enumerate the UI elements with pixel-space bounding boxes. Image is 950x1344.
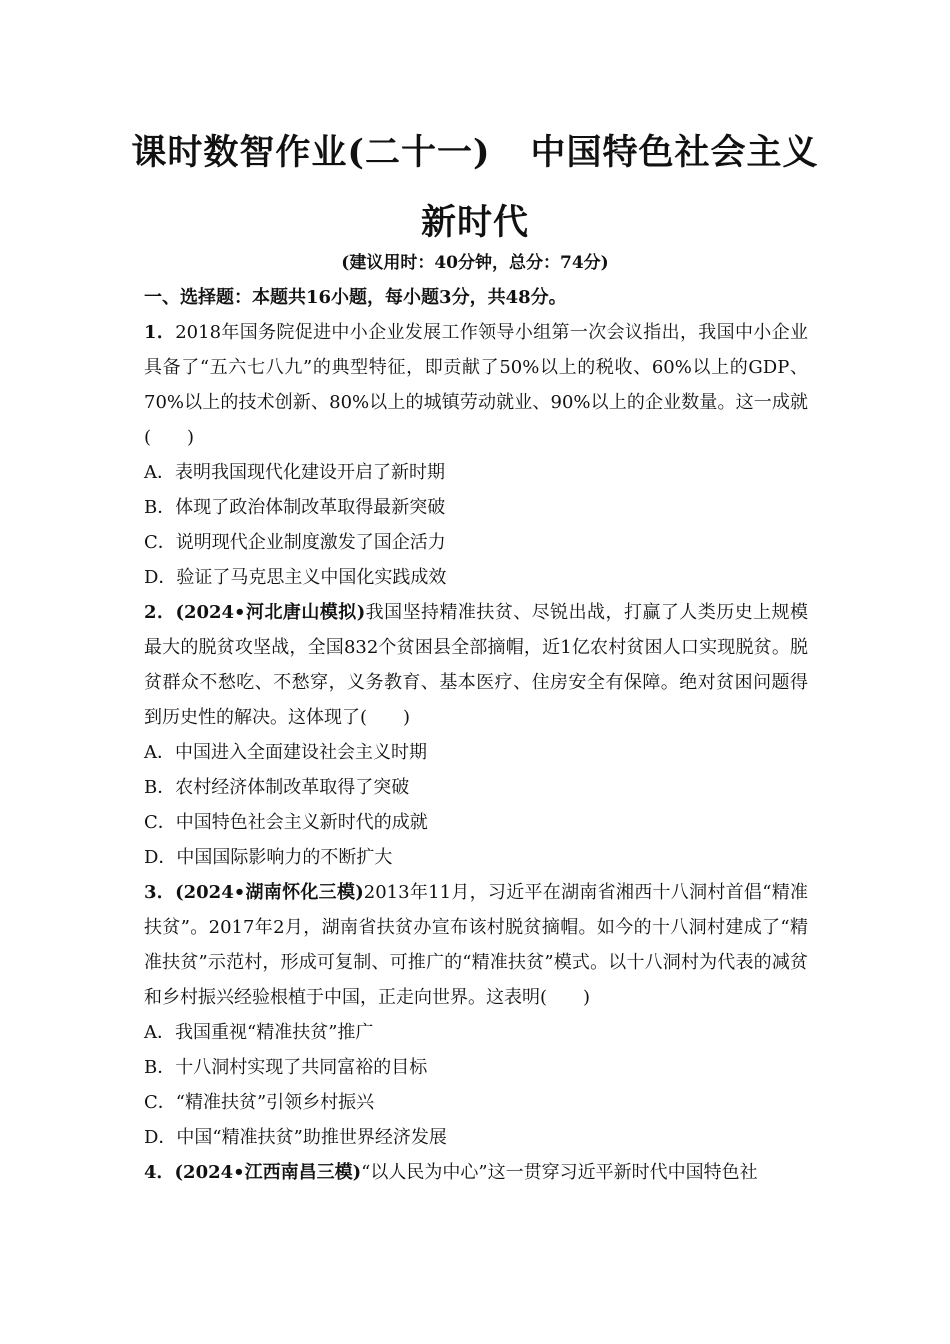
option-d: D．中国国际影响力的不断扩大 — [144, 847, 393, 868]
question-number: 2． — [144, 602, 176, 623]
option-b: B．体现了政治体制改革取得最新突破 — [144, 497, 446, 518]
question-stem: 2013年11月，习近平在湖南省湘西十八洞村首倡“精准扶贫”。2017年2月，湖南省扶贫办宣布该村脱贫摘帽。如今的十八洞村建成了“精准扶贫”示范村，形成可复制、可推广的“精准扶贫”模式。以十八洞村为代表的减贫和乡村振兴经验根植于中国，正走向世界。这表明( ) — [144, 882, 808, 1008]
question-2 — [144, 595, 808, 875]
question-source: (2024•湖南怀化三模) — [175, 882, 364, 903]
section-heading: 一、选择题：本题共16小题，每小题3分，共48分。 — [144, 287, 567, 308]
option-a: A．表明我国现代化建设开启了新时期 — [144, 462, 445, 483]
question-number: 1． — [144, 322, 176, 343]
question-number: 4． — [144, 1162, 175, 1183]
option-a: A．中国进入全面建设社会主义时期 — [144, 742, 427, 763]
question-3 — [144, 875, 808, 1155]
option-c: C．“精准扶贫”引领乡村振兴 — [144, 1092, 375, 1113]
option-b: B．十八洞村实现了共同富裕的目标 — [144, 1057, 428, 1078]
option-c: C．中国特色社会主义新时代的成就 — [144, 812, 428, 833]
question-stem: “以人民为中心”这一贯穿习近平新时代中国特色社 — [361, 1162, 758, 1183]
option-d: D．验证了马克思主义中国化实践成效 — [144, 567, 447, 588]
question-1 — [144, 315, 808, 595]
question-source: (2024•江西南昌三模) — [174, 1162, 362, 1183]
content — [144, 280, 808, 1190]
page-title — [60, 118, 890, 258]
question-stem: 2018年国务院促进中小企业发展工作领导小组第一次会议指出，我国中小企业具备了“五六七八九”的典型特征，即贡献了50%以上的税收、60%以上的GDP、70%以上的技术创新、80%以上的城镇劳动就业、90%以上的企业数量。这一成就( ) — [144, 322, 808, 448]
time-note: (建议用时：40分钟，总分：74分) — [341, 253, 609, 273]
question-source: (2024•河北唐山模拟) — [175, 602, 366, 623]
option-d: D．中国“精准扶贫”助推世界经济发展 — [144, 1127, 447, 1148]
question-4 — [144, 1155, 808, 1190]
question-number: 3． — [144, 882, 176, 903]
option-c: C．说明现代企业制度激发了国企活力 — [144, 532, 446, 553]
question-stem: 我国坚持精准扶贫、尽锐出战，打赢了人类历史上规模最大的脱贫攻坚战，全国832个贫困县全部摘帽，近1亿农村贫困人口实现脱贫。脱贫群众不愁吃、不愁穿，义务教育、基本医疗、住房安全有保障。绝对贫困问题得到历史性的解决。这体现了( ) — [144, 602, 809, 728]
option-b: B．农村经济体制改革取得了突破 — [144, 777, 410, 798]
option-a: A．我国重视“精准扶贫”推广 — [144, 1022, 374, 1043]
title-part-1: 课时数智作业(二十一) — [131, 132, 491, 173]
title-part-3: 新时代 — [420, 202, 529, 243]
title-part-2: 中国特色社会主义 — [530, 132, 819, 173]
